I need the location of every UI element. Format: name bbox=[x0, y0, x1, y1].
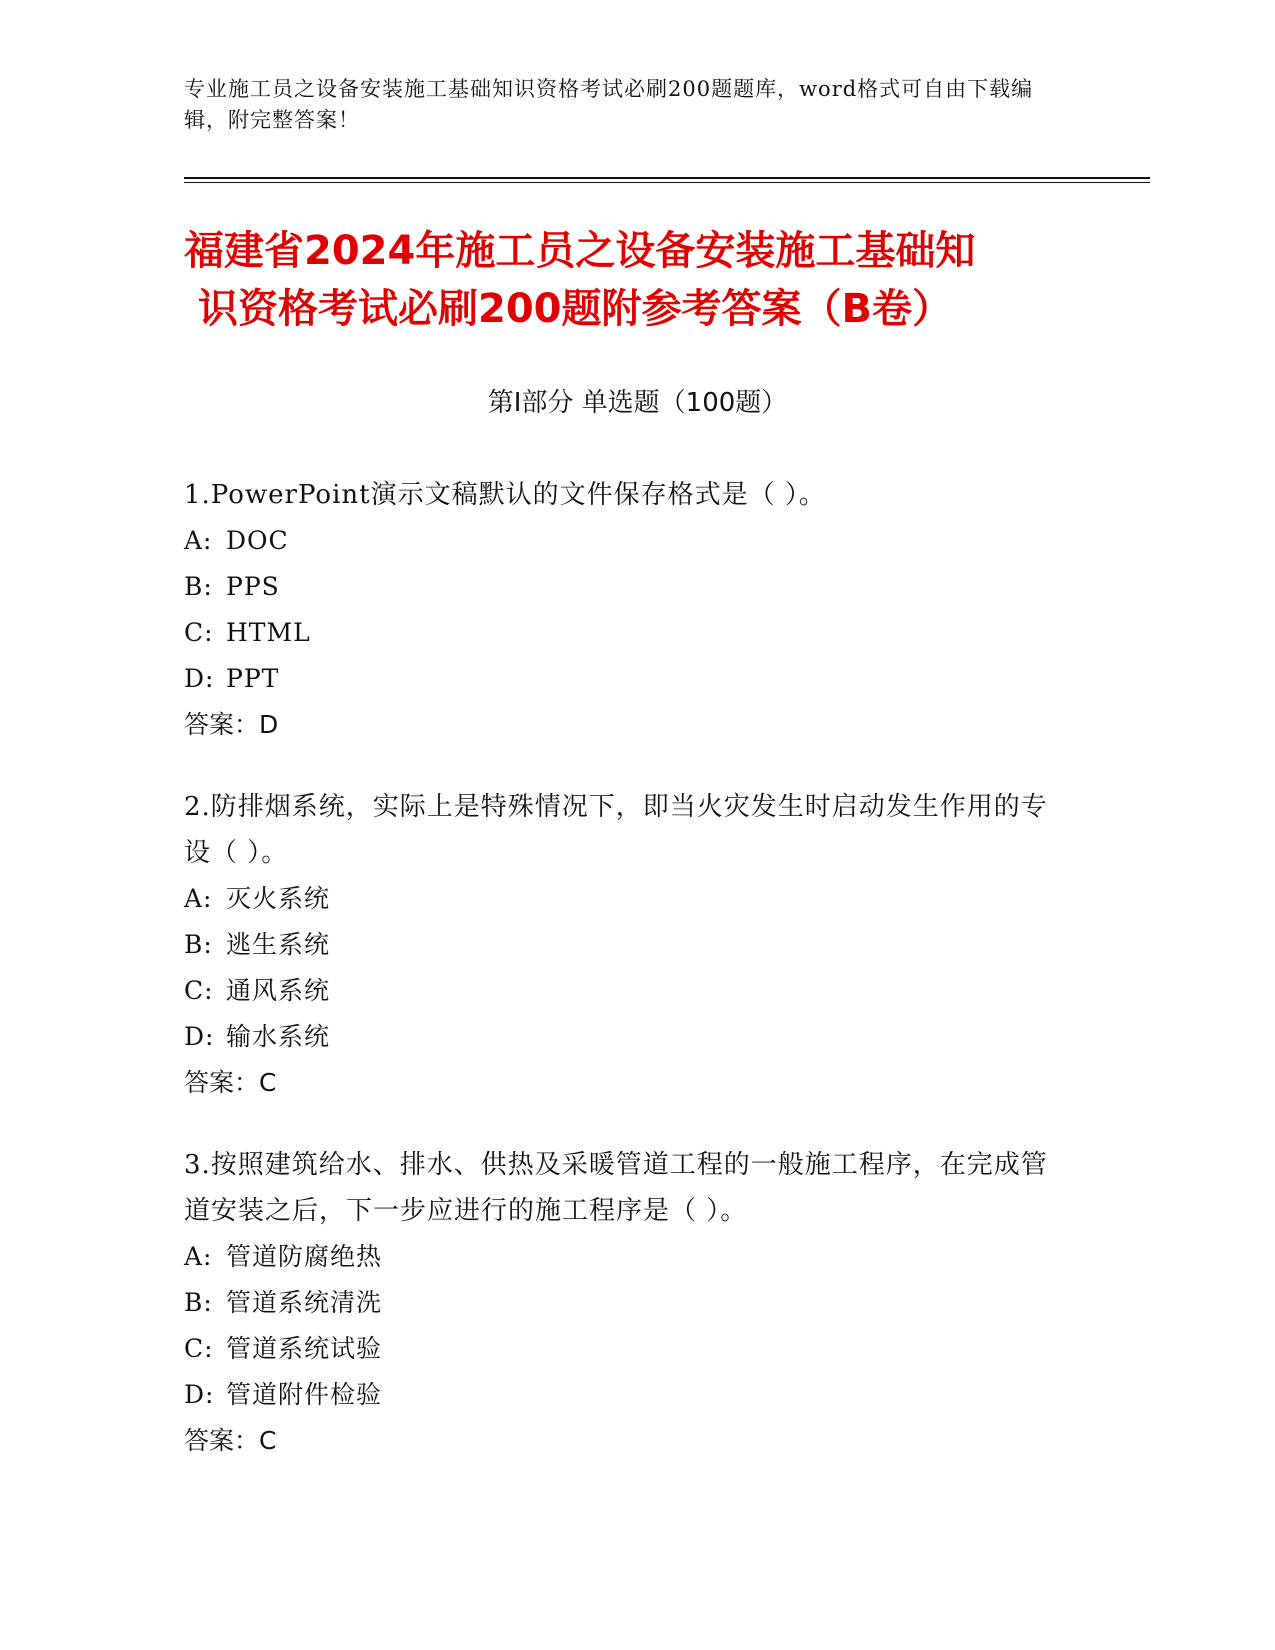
question-stem: 2.防排烟系统，实际上是特殊情况下，即当火灾发生时启动发生作用的专设（ ）。 bbox=[184, 792, 1048, 868]
answer: 答案：C bbox=[184, 1426, 277, 1455]
option-text: 管道系统试验 bbox=[226, 1334, 383, 1363]
option-text: 管道附件检验 bbox=[226, 1380, 383, 1409]
option-b bbox=[184, 1280, 1064, 1326]
option-c bbox=[184, 968, 1064, 1014]
option-letter: B: bbox=[184, 572, 213, 601]
option-text: DOC bbox=[226, 526, 289, 555]
option-letter: A: bbox=[184, 1242, 213, 1271]
option-c bbox=[184, 610, 1064, 656]
question-2 bbox=[184, 784, 1064, 1106]
option-text: 管道防腐绝热 bbox=[226, 1242, 383, 1271]
answer: 答案：C bbox=[184, 1068, 277, 1097]
question-stem: 1.PowerPoint演示文稿默认的文件保存格式是（ ）。 bbox=[184, 480, 826, 510]
option-a bbox=[184, 518, 1064, 564]
option-letter: C: bbox=[184, 976, 214, 1005]
question-1 bbox=[184, 472, 1064, 748]
option-text: 管道系统清洗 bbox=[226, 1288, 383, 1317]
option-letter: B: bbox=[184, 930, 213, 959]
option-letter: A: bbox=[184, 526, 213, 555]
document-title-line1: 福建省2024年施工员之设备安装施工基础知 bbox=[184, 228, 976, 274]
option-d bbox=[184, 1014, 1064, 1060]
option-letter: D: bbox=[184, 664, 215, 693]
answer: 答案：D bbox=[184, 710, 279, 739]
option-d bbox=[184, 656, 1064, 702]
option-a bbox=[184, 876, 1064, 922]
section-title: 第Ⅰ部分 单选题（100题） bbox=[487, 388, 788, 418]
option-text: 通风系统 bbox=[226, 976, 331, 1005]
option-letter: C: bbox=[184, 618, 214, 647]
option-text: 输水系统 bbox=[226, 1022, 331, 1051]
option-c bbox=[184, 1326, 1064, 1372]
option-text: PPT bbox=[226, 664, 280, 693]
option-text: HTML bbox=[226, 618, 311, 647]
option-a bbox=[184, 1234, 1064, 1280]
option-b bbox=[184, 922, 1064, 968]
option-text: PPS bbox=[226, 572, 280, 601]
header-divider-thick bbox=[184, 177, 1150, 179]
option-letter: B: bbox=[184, 1288, 213, 1317]
option-d bbox=[184, 1372, 1064, 1418]
question-3 bbox=[184, 1142, 1064, 1464]
option-letter: C: bbox=[184, 1334, 214, 1363]
document-title-line2: 识资格考试必刷200题附参考答案（B卷） bbox=[198, 286, 952, 332]
option-text: 逃生系统 bbox=[226, 930, 331, 959]
header-divider-thin bbox=[184, 182, 1150, 183]
document-title bbox=[184, 222, 1084, 338]
option-letter: D: bbox=[184, 1380, 215, 1409]
option-b bbox=[184, 564, 1064, 610]
option-text: 灭火系统 bbox=[226, 884, 331, 913]
option-letter: A: bbox=[184, 884, 213, 913]
option-letter: D: bbox=[184, 1022, 215, 1051]
header-note: 专业施工员之设备安装施工基础知识资格考试必刷200题题库，word格式可自由下载编辑，附完整答案！ bbox=[184, 77, 1034, 132]
question-stem: 3.按照建筑给水、排水、供热及采暖管道工程的一般施工程序，在完成管道安装之后，下一步应进行的施工程序是（ ）。 bbox=[184, 1150, 1048, 1226]
